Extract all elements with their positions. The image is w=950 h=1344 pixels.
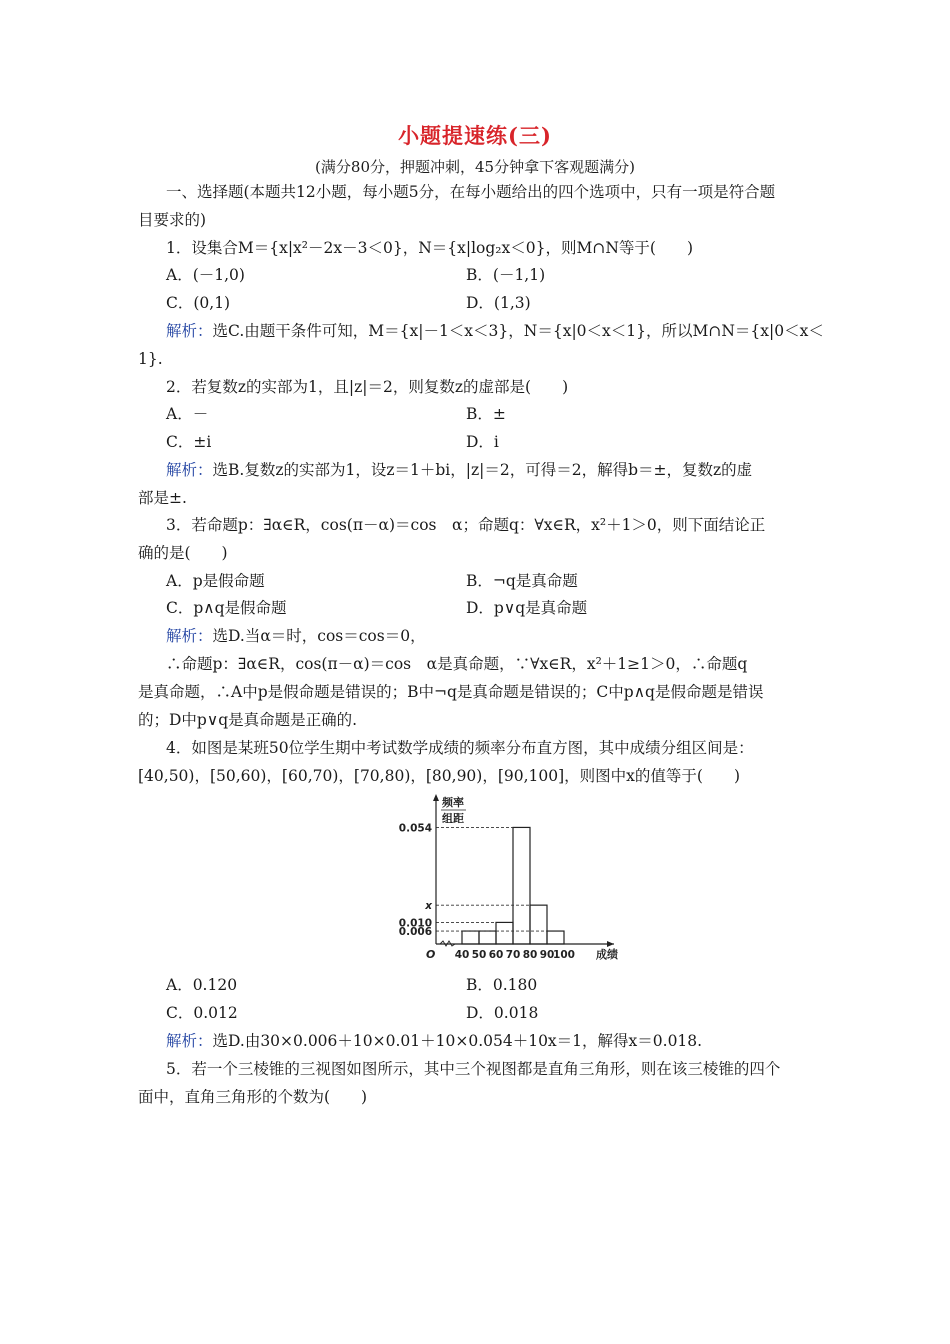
y-axis-label-top: 频率 (442, 796, 464, 809)
question-3-option-c: C．p∧q是假命题 (166, 599, 287, 617)
question-1-option-b: B．(－1,1) (466, 266, 546, 284)
question-2-answer-cont: 部是±. (138, 489, 187, 507)
histogram-bar (513, 827, 530, 944)
y-axis-label-bottom: 组距 (442, 812, 464, 825)
section-heading-line2: 目要求的) (138, 211, 207, 229)
x-tick-label: 60 (488, 949, 504, 961)
histogram-bar (462, 931, 479, 944)
question-1-option-c: C．(0,1) (166, 294, 231, 312)
answer-label: 解析： (166, 461, 213, 479)
histogram-bar (530, 905, 547, 944)
x-tick-label: 40 (454, 949, 470, 961)
x-tick-label: 100 (553, 949, 575, 961)
answer-label: 解析： (166, 322, 213, 340)
question-1-answer-cont: 1}. (138, 350, 163, 368)
frequency-histogram (392, 790, 622, 970)
question-4-option-b: B．0.180 (466, 976, 538, 994)
x-tick-label: 70 (505, 949, 521, 961)
question-3-answer-line3: 是真命题，∴A中p是假命题是错误的；B中¬q是真命题是错误的；C中p∧q是假命题是错误 (138, 683, 764, 701)
question-1-option-d: D．(1,3) (466, 294, 531, 312)
answer-label: 解析： (166, 1032, 213, 1050)
answer-label: 解析： (166, 627, 213, 645)
question-2-option-b: B．± (466, 405, 506, 423)
question-5-stem-cont: 面中，直角三角形的个数为( ) (138, 1088, 368, 1106)
question-3-answer-line2: ∴命题p：∃α∈R，cos(π－α)＝cos α是真命题，∵∀x∈R，x²＋1≥1＞0，∴命题q (166, 655, 748, 673)
question-3-answer-line4: 的；D中p∨q是真命题是正确的. (138, 711, 358, 729)
answer-text: 选D.由30×0.006＋10×0.01＋10×0.054＋10x＝1，解得x＝0.018. (212, 1032, 703, 1050)
x-tick-label: 90 (539, 949, 555, 961)
y-tick-label: 0.054 (398, 822, 432, 835)
histogram-bar (496, 922, 513, 944)
histogram-bar (547, 931, 564, 944)
question-2-option-c: C．±i (166, 433, 212, 451)
question-3-stem-cont: 确的是( ) (138, 544, 228, 562)
question-4-option-c: C．0.012 (166, 1004, 238, 1022)
question-2-stem: 2．若复数z的实部为1，且|z|＝2，则复数z的虚部是( ) (166, 378, 569, 396)
answer-text: 选C.由题干条件可知，M＝{x|－1＜x＜3}，N＝{x|0＜x＜1}，所以M∩N＝{x|0＜x＜ (212, 322, 824, 340)
question-2-option-d: D．i (466, 433, 499, 451)
y-tick-label: 0.010 (398, 917, 432, 930)
question-1-stem: 1．设集合M＝{x|x²－2x－3＜0}，N＝{x|log₂x＜0}，则M∩N等于( ) (166, 239, 693, 257)
question-3-stem: 3．若命题p：∃α∈R，cos(π－α)＝cos α；命题q：∀x∈R，x²＋1＞0，则下面结论正 (166, 516, 766, 534)
question-4-answer (166, 1030, 838, 1052)
section-heading-line1: 一、选择题(本题共12小题，每小题5分，在每小题给出的四个选项中，只有一项是符合题 (166, 183, 776, 201)
question-2-answer (166, 459, 838, 481)
answer-text: 选D.当α＝时，cos＝cos＝0， (212, 627, 426, 645)
question-4-option-d: D．0.018 (466, 1004, 539, 1022)
histogram-bar (479, 931, 496, 944)
y-axis-arrow (433, 794, 439, 801)
question-1-answer (166, 320, 838, 342)
y-tick-label: x (425, 900, 432, 913)
question-3-option-a: A．p是假命题 (166, 572, 265, 590)
question-2-option-a: A．－ (166, 405, 209, 423)
answer-text: 选B.复数z的实部为1，设z＝1＋bi，|z|＝2，可得＝2，解得b＝±，复数z的虚 (212, 461, 753, 479)
question-3-answer (166, 625, 838, 647)
question-4-stem-cont: [40,50)，[50,60)，[60,70)，[70,80)，[80,90)，[90,100]，则图中x的值等于( ) (138, 767, 741, 785)
x-tick-label: 80 (522, 949, 538, 961)
question-3-option-b: B．¬q是真命题 (466, 572, 578, 590)
question-3-option-d: D．p∨q是真命题 (466, 599, 588, 617)
question-4-option-a: A．0.120 (166, 976, 238, 994)
question-5-stem: 5．若一个三棱锥的三视图如图所示，其中三个视图都是直角三角形，则在该三棱锥的四个 (166, 1060, 781, 1078)
x-axis-arrow (607, 941, 614, 947)
page-title: 小题提速练(三) (398, 123, 552, 148)
y-tick-label: 0.006 (398, 926, 432, 939)
page-subtitle: (满分80分，押题冲刺，45分钟拿下客观题满分) (315, 158, 635, 176)
origin-label: O (426, 948, 436, 961)
x-axis-label: 成绩 (596, 948, 618, 961)
question-4-stem: 4．如图是某班50位学生期中考试数学成绩的频率分布直方图，其中成绩分组区间是： (166, 739, 754, 757)
x-tick-label: 50 (471, 949, 487, 961)
question-1-option-a: A．(－1,0) (166, 266, 245, 284)
